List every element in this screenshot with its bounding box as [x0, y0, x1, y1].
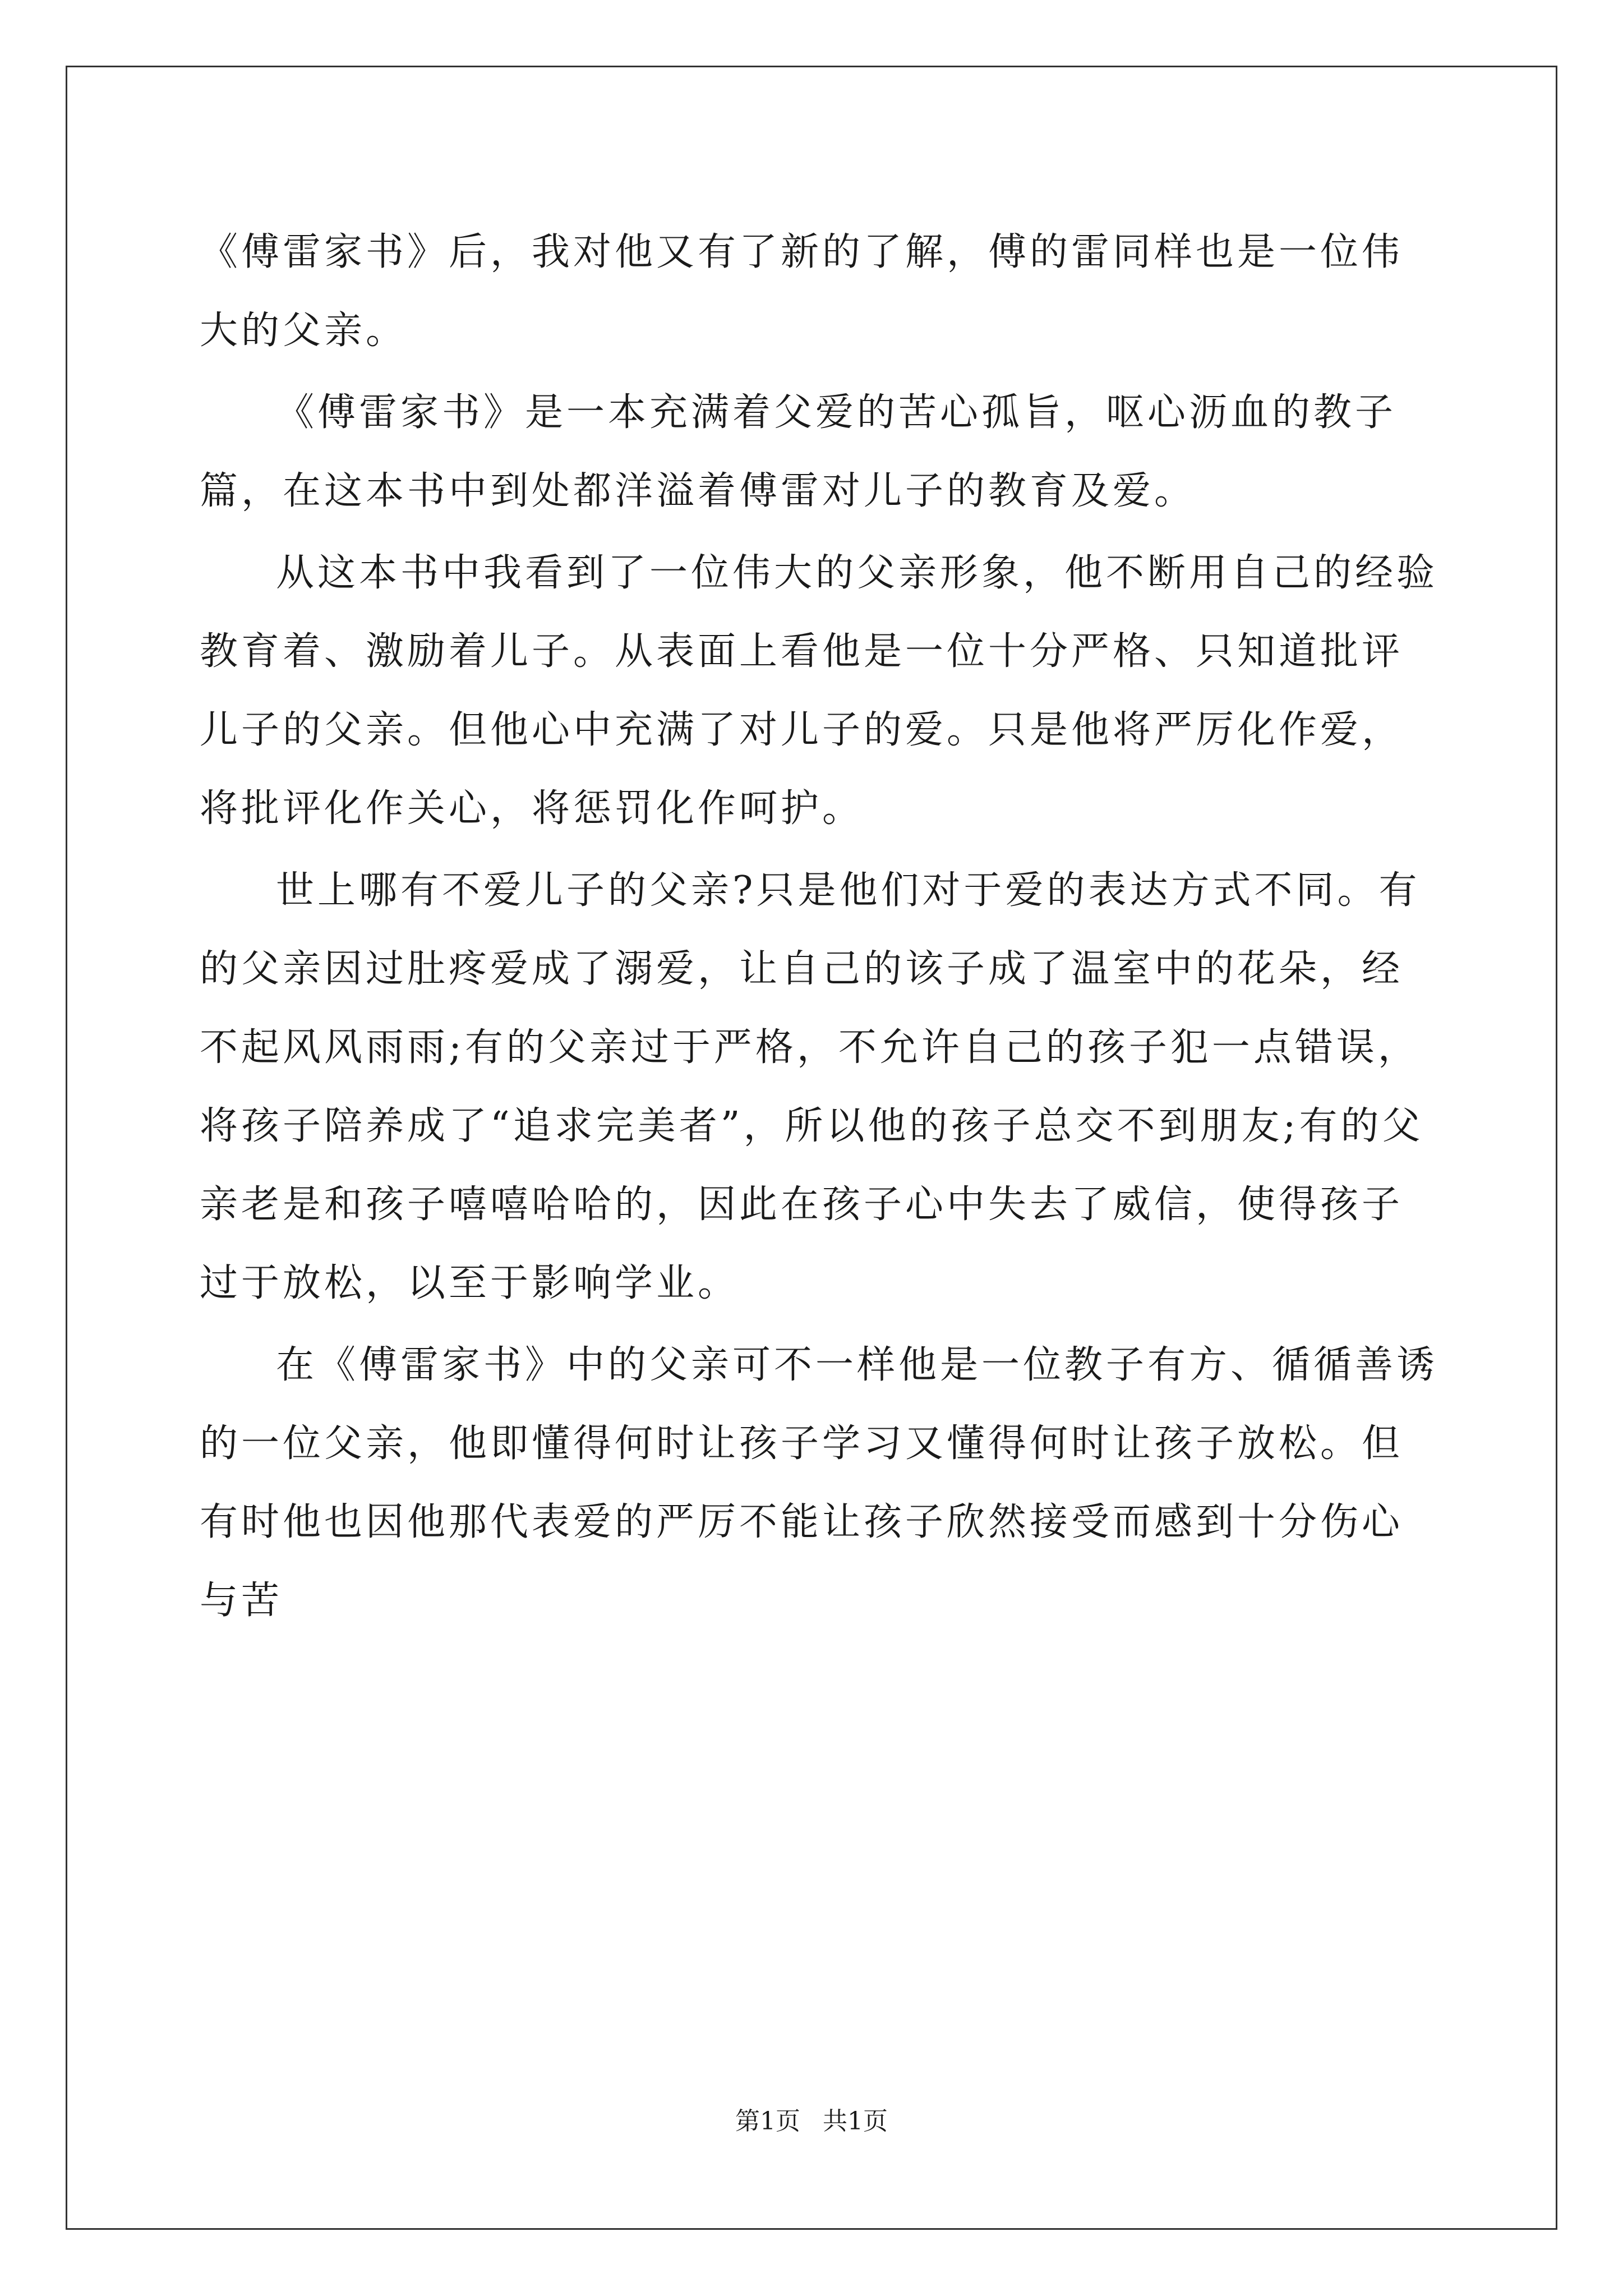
paragraph-1: 《傅雷家书》后，我对他又有了新的了解，傅的雷同样也是一位伟大的父亲。 [200, 230, 1404, 353]
paragraph-2: 《傅雷家书》是一本充满着父爱的苦心孤旨，呕心沥血的教子篇，在这本书中到处都洋溢着傅雷对儿子的教育及爱。 [200, 390, 1397, 513]
paragraph-3: 从这本书中我看到了一位伟大的父亲形象，他不断用自己的经验教育着、激励着儿子。从表面上看他是一位十分严格、只知道批评儿子的父亲。但他心中充满了对儿子的爱。只是他将严厉化作爱，将批评化作关心，将惩罚化作呵护。 [200, 551, 1438, 831]
paragraph-5: 在《傅雷家书》中的父亲可不一样他是一位教子有方、循循善诱的一位父亲，他即懂得何时让孩子学习又懂得何时让孩子放松。但有时他也因他那代表爱的严厉不能让孩子欣然接受而感到十分伤心与苦 [200, 1343, 1438, 1623]
document-body [200, 213, 1439, 1644]
page-number: 第1页 [735, 2107, 800, 2136]
page-footer [0, 2101, 1623, 2137]
paragraph-4: 世上哪有不爱儿子的父亲?只是他们对于爱的表达方式不同。有的父亲因过肚疼爱成了溺爱，让自己的该子成了温室中的花朵，经不起风风雨雨;有的父亲过于严格，不允许自己的孩子犯一点错误，将孩子陪养成了“追求完美者”，所以他的孩子总交不到朋友;有的父亲老是和孩子嘻嘻哈哈的，因此在孩子心中失去了威信，使得孩子过于放松，以至于影响学业。 [200, 868, 1424, 1305]
page-total: 共1页 [823, 2107, 888, 2136]
